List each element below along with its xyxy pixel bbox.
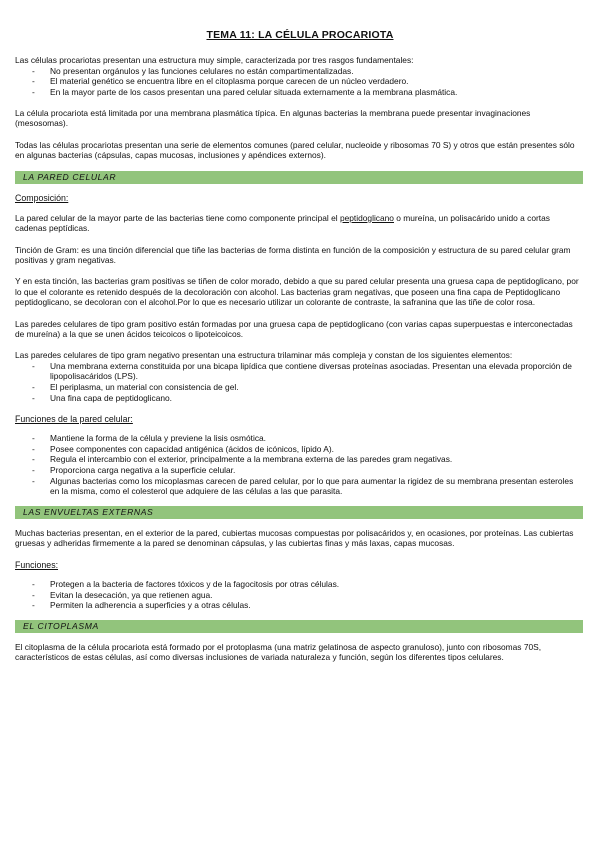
section-heading-pared-celular: LA PARED CELULAR — [15, 171, 583, 184]
document-body — [15, 55, 583, 674]
list-item: - El periplasma, un material con consistencia de gel. — [15, 382, 583, 393]
composition-paragraph — [15, 213, 583, 234]
list-item: - En la mayor parte de los casos presentan una pared celular situada externamente a la membrana plasmática. — [15, 87, 583, 98]
gram-detail-paragraph: Y en esta tinción, las bacterias gram positivas se tiñen de color morado, debido a que su pared celular presenta una gruesa capa de peptidoglicano, por lo que el colorante es retenido después de la decoloración con alcohol. Las bacterias gram negativas, que poseen una fina capa de Peptidoglicano peptidoglicano, se decoloran con el alcohol.Por lo que es necesario utilizar un colorante de contraste, la safranina que las tiñe de color rosa. — [15, 276, 579, 308]
envelopes-functions-list — [15, 579, 583, 611]
gram-negative-list — [15, 361, 583, 403]
list-item: - Proporciona carga negativa a la superficie celular. — [15, 465, 583, 476]
intro-list — [15, 66, 583, 98]
gram-positive-paragraph: Las paredes celulares de tipo gram positivo están formadas por una gruesa capa de peptidoglicano (con varias capas superpuestas e interconectadas de mureína) a la que se unen ácidos teicoicos o lipoteicoicos. — [15, 318, 573, 340]
list-item: - Una membrana externa constituida por una bicapa lipídica que contiene diversas proteínas asociadas. Presentan una elevada proporción de lipopolisacáridos (LPS). — [15, 361, 583, 382]
list-item: - Una fina capa de peptidoglicano. — [15, 393, 583, 404]
list-item: - El material genético se encuentra libre en el citoplasma porque carecen de un núcleo verdadero. — [15, 76, 583, 87]
section-heading-citoplasma: EL CITOPLASMA — [15, 620, 583, 633]
composition-title: Composición: — [15, 193, 69, 204]
cytoplasm-paragraph: El citoplasma de la célula procariota está formado por el protoplasma (una matriz gelatinosa de aspecto granuloso), junto con ribosomas 70S, característicos de estas células, así como diversas inclusiones de variada naturaleza y función, según los diferentes tipos celulares. — [15, 641, 542, 663]
common-elements-paragraph: Todas las células procariotas presentan una serie de elementos comunes (pared celular, nucleoide y ribosomas 70 S) y otros que están presentes sólo en algunas bacterias (cápsulas, capas mucosas, inclusiones y apéndices externos). — [15, 139, 575, 161]
gram-negative-paragraph: Las paredes celulares de tipo gram negativo presentan una estructura trilaminar más compleja y constan de los siguientes elementos: — [15, 350, 513, 361]
intro-paragraph: Las células procariotas presentan una estructura muy simple, caracterizada por tres rasgos fundamentales: — [15, 55, 414, 65]
list-item: - Protegen a la bacteria de factores tóxicos y de la fagocitosis por otras células. — [15, 579, 583, 590]
envelopes-functions-title: Funciones: — [15, 559, 59, 570]
peptidoglicano-term: peptidoglicano — [339, 212, 394, 223]
composition-text-end: o mureína, un polisacárido unido a cortas cadenas peptídicas. — [15, 212, 550, 234]
list-item: - Mantiene la forma de la célula y previene la lisis osmótica. — [15, 433, 583, 444]
composition-text-start: La pared celular de la mayor parte de las bacterias tiene como componente principal el — [15, 212, 340, 223]
list-item: - Algunas bacterias como los micoplasmas carecen de pared celular, por lo que para aumentar la rigidez de su membrana presentan esteroles en la misma, como el colesterol que adquiere de las células a las que parasita. — [15, 476, 583, 497]
wall-functions-title: Funciones de la pared celular: — [15, 413, 133, 424]
list-item: - Posee componentes con capacidad antigénica (ácidos de icónicos, lípido A). — [15, 444, 583, 455]
section-heading-envueltas-externas: LAS ENVUELTAS EXTERNAS — [15, 506, 583, 519]
page-title: TEMA 11: LA CÉLULA PROCARIOTA — [206, 29, 394, 41]
membrane-paragraph: La célula procariota está limitada por una membrana plasmática típica. En algunas bacterias la membrana puede presentar invaginaciones (mesosomas). — [15, 107, 531, 129]
list-item: - Regula el intercambio con el exterior, principalmente a la membrana externa de las paredes gram negativas. — [15, 454, 583, 465]
list-item: - Evitan la desecación, ya que retienen agua. — [15, 590, 583, 601]
envelopes-paragraph: Muchas bacterias presentan, en el exterior de la pared, cubiertas mucosas compuestas por polisacáridos y, en ocasiones, por proteínas. Las cubiertas gruesas y adheridas firmemente a la pared se denominan cápsulas, y las cubiertas finas y más laxas, capas mucosas. — [15, 527, 574, 549]
list-item: - No presentan orgánulos y las funciones celulares no están compartimentalizadas. — [15, 66, 583, 77]
wall-functions-list — [15, 433, 583, 497]
list-item: - Permiten la adherencia a superficies y a otras células. — [15, 600, 583, 611]
gram-stain-paragraph: Tinción de Gram: es una tinción diferencial que tiñe las bacterias de forma distinta en función de la composición y estructura de su pared celular gram positivas y gram negativas. — [15, 244, 571, 266]
